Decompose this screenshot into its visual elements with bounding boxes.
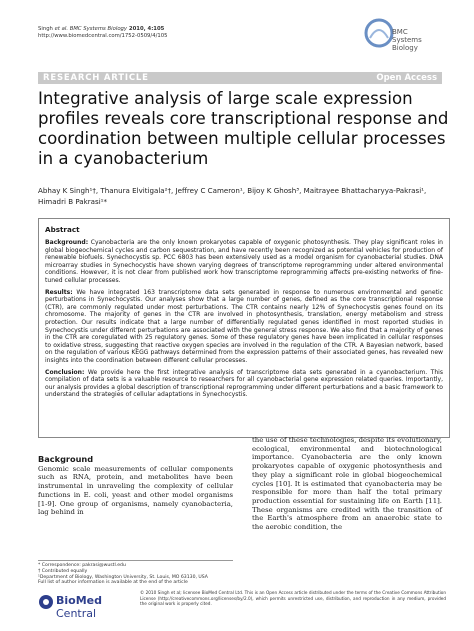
abstract-background: Background: Cyanobacteria are the only known prokaryotes capable of oxygenic photosynthesis. They play significant roles in global biogeochemical cycles and carbon sequestration, and have recently been recognized as potential vehicles for production of renewable biofuels. Synechocystis sp. PCC 6803 has been extensively used as a model organism for cyanobacterial studies. DNA microarray studies in Synechocystis have shown varying degrees of transcriptome reprogramming under altered environmental conditions. However, it is not clear from published work how transcriptome reprogramming affects pre-existing networks of fine-tuned cellular processes. <box>45 239 443 284</box>
journal-logo <box>364 16 444 56</box>
license-statement: © 2010 Singh et al; licensee BioMed Central Ltd. This is an Open Access article distributed under the terms of the Creative Commons Attribution License (http://creativecommons.org/licenses/by/2.0), which permits unrestricted use, distribution, and reproduction in any medium, provided the original work is properly cited. <box>140 590 446 607</box>
body-column-left <box>38 455 233 517</box>
article-url[interactable]: http://www.biomedcentral.com/1752-0509/4/105 <box>38 33 168 39</box>
body-paragraph-continued: the use of these technologies, despite its evolutionary, ecological, environmental and biotechnological importance. Cyanobacteria are the only known prokaryotes capable of oxygenic photosynthesis and they play a significant role in global biogeochemical cycles [10]. It is estimated that cyanobacteria may be responsible for more than half the total primary production essential for sustaining life on Earth [11]. These organisms are credited with the transition of the Earth's atmosphere from an anaerobic state to the aerobic condition, the <box>252 436 442 532</box>
abstract-results: Results: We have integrated 163 transcriptome data sets generated in response to numerous environmental and genetic perturbations in Synechocystis. Our analyses show that a large number of genes, defined as the core transcriptional response (CTR), are commonly regulated under most perturbations. The CTR contains nearly 12% of Synechocystis genes found on its chromosome. The majority of genes in the CTR are involved in photosynthesis, translation, energy metabolism and stress protection. Our results indicate that a large number of differentially regulated genes identified in most reported studies in Synechocystis under different perturbations are associated with the general stress response. We also find that a majority of genes in the CTR are coregulated with 25 regulatory genes. Some of these regulatory genes have been implicated in cellular responses to oxidative stress, suggesting that reactive oxygen species are involved in the regulation of the CTR. A Bayesian network, based on the regulation of various KEGG pathways determined from the expression patterns of their associated genes, has revealed new insights into the coordination between different cellular processes. <box>45 288 443 364</box>
open-access-label: Open Access <box>376 73 437 83</box>
publisher-logo-icon <box>38 594 54 610</box>
journal-logo-icon <box>364 18 394 48</box>
citation: Singh et al. BMC Systems Biology 2010, 4:105 <box>38 26 165 32</box>
publisher-logo: BioMed Central <box>38 592 138 612</box>
running-header <box>38 26 167 40</box>
equal-contribution-note: † Contributed equally <box>38 568 88 574</box>
correspondence-note: * Correspondence: pakrasi@wustl.edu <box>38 563 126 568</box>
author-info-note: Full list of author information is available at the end of the article <box>38 580 188 586</box>
article-title: Integrative analysis of large scale expression profiles reveals core transcriptional response and coordination between multiple cellular processes in a cyanobacterium <box>38 89 449 168</box>
author-list: Abhay K Singh¹†, Thanura Elvitigala²†, Jeffrey C Cameron¹, Bijoy K Ghosh³, Maitrayee Bhattacharyya-Pakrasi¹, Himadri B Pakrasi¹* <box>38 186 427 206</box>
body-paragraph: Genomic scale measurements of cellular components such as RNA, protein, and metabolites have been instrumental in unraveling the complexity of cellular functions in E. coli, yeast and other model organisms [1-9]. One group of organisms, namely cyanobacteria, lag behind in <box>38 464 233 517</box>
abstract-heading: Abstract <box>45 225 80 234</box>
abstract-box <box>38 218 450 438</box>
section-heading-background: Background <box>38 454 94 464</box>
footnotes <box>38 560 233 586</box>
affiliation-note: ¹Department of Biology, Washington University, St. Louis, MO 63130, USA <box>38 574 208 580</box>
abstract-conclusion: Conclusion: We provide here the first integrative analysis of transcriptome data sets generated in a cyanobacterium. This compilation of data sets is a valuable resource to researchers for all cyanobacterial gene expression related queries. Importantly, our analysis provides a global description of transcriptional reprogramming under different perturbations and a basic framework to understand the strategies of cellular adaptations in Synechocystis. <box>45 368 443 399</box>
article-type: RESEARCH ARTICLE <box>43 73 149 83</box>
body-column-right <box>252 436 442 532</box>
journal-name: BMC Systems Biology <box>392 28 422 52</box>
article-type-bar <box>38 72 442 84</box>
